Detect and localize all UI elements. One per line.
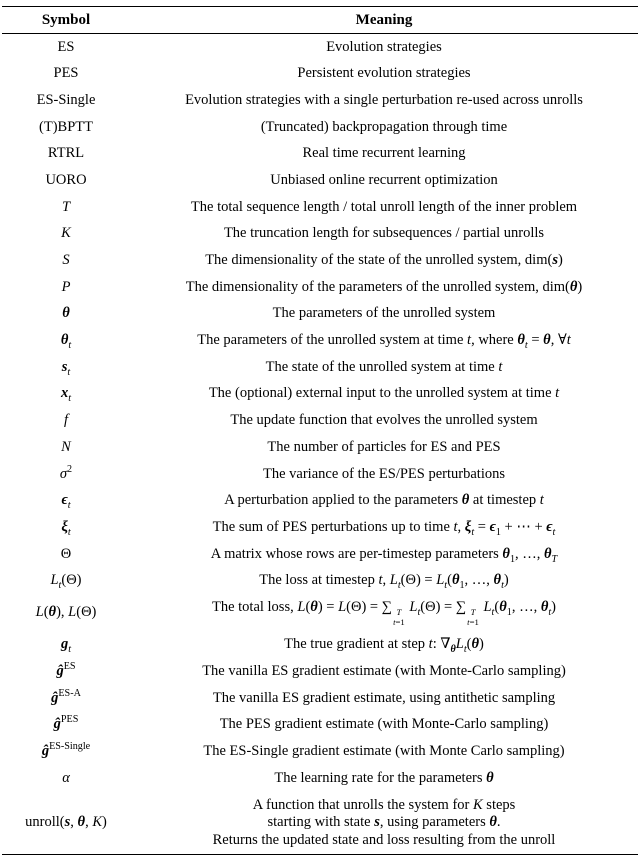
table-row bbox=[2, 114, 638, 141]
meaning-cell: A perturbation applied to the parameters θ at timestep t bbox=[224, 492, 544, 509]
symbol-cell: RTRL bbox=[47, 145, 85, 162]
symbol-cell: $\sigma^2$ bbox=[59, 463, 73, 482]
table-row bbox=[2, 632, 638, 659]
symbol-cell: $\xi_t$ bbox=[61, 518, 71, 538]
meaning-cell: Evolution strategies with a single perturbation re-used across unrolls bbox=[185, 91, 583, 108]
symbol-column-header: Symbol bbox=[2, 7, 130, 34]
meaning-cell: The total sequence length / total unroll length of the inner problem bbox=[190, 198, 578, 215]
table-row bbox=[2, 659, 638, 686]
meaning-cell: The dimensionality of the state of the unrolled system, dim(s) bbox=[205, 252, 563, 268]
table-row bbox=[2, 739, 638, 766]
meaning-cell: The number of particles for ES and PES bbox=[267, 438, 501, 455]
symbol-cell: T bbox=[61, 198, 71, 215]
symbol-cell: $ĝ^{ES-Single}$ bbox=[41, 741, 91, 760]
meaning-cell: The truncation length for subsequences / partial unrolls bbox=[223, 225, 545, 242]
meaning-cell: The dimensionality of the parameters of the unrolled system, dim(θ) bbox=[185, 278, 583, 295]
table-row bbox=[2, 461, 638, 488]
symbol-cell: θ bbox=[62, 305, 70, 322]
table-row bbox=[2, 434, 638, 461]
symbol-cell: K bbox=[61, 225, 71, 242]
table-row bbox=[2, 408, 638, 435]
symbol-cell: unroll(s, θ, K) bbox=[25, 814, 107, 831]
table-header bbox=[2, 7, 638, 34]
symbol-cell: $x_t$ bbox=[60, 385, 72, 405]
meaning-cell: The variance of the ES/PES perturbations bbox=[262, 465, 505, 482]
meaning-cell: The ES-Single gradient estimate (with Monte Carlo sampling) bbox=[203, 743, 565, 760]
table-row bbox=[2, 488, 638, 515]
meaning-cell: The sum of PES perturbations up to time t, $\xi_t = \epsilon_1$ + ⋯ + $\epsilon_t$ bbox=[212, 518, 556, 538]
table-row bbox=[2, 194, 638, 221]
table-row bbox=[2, 541, 638, 568]
table-row bbox=[2, 248, 638, 275]
table-row bbox=[2, 301, 638, 328]
meaning-cell: A function that unrolls the system for K steps starting with state s, using parameters θ. Returns the updated state and loss resulting from the unroll bbox=[212, 796, 556, 848]
meaning-cell: Unbiased online recurrent optimization bbox=[270, 171, 498, 188]
symbol-cell: S bbox=[62, 252, 70, 268]
meaning-cell: The vanilla ES gradient estimate, using antithetic sampling bbox=[212, 689, 556, 706]
table-body bbox=[2, 34, 638, 855]
table-row bbox=[2, 514, 638, 541]
header-row bbox=[2, 7, 638, 34]
symbol-cell: $ĝ^{ES-A}$ bbox=[51, 687, 81, 706]
symbol-cell: PES bbox=[53, 65, 79, 82]
meaning-cell: The parameters of the unrolled system at time t, where $\theta_t = \theta$, ∀t bbox=[197, 332, 571, 351]
table-row bbox=[2, 354, 638, 381]
table-row bbox=[2, 274, 638, 301]
symbol-cell: α bbox=[62, 769, 70, 786]
symbol-cell: $\epsilon_t$ bbox=[61, 492, 71, 512]
symbol-cell: P bbox=[61, 278, 71, 295]
table-row bbox=[2, 685, 638, 712]
meaning-cell: Evolution strategies bbox=[326, 38, 442, 55]
symbol-cell: L(θ), L(Θ) bbox=[35, 604, 97, 621]
meaning-cell: The parameters of the unrolled system bbox=[272, 305, 496, 322]
meaning-cell: The total loss, L(θ) = L(Θ) = ∑ T t=1 $L_t(\Theta)$ = ∑ T t=1 $L_t(\theta_1$, …, $\theta_t$) bbox=[211, 598, 557, 627]
meaning-cell: (Truncated) backpropagation through time bbox=[260, 118, 508, 135]
table-row bbox=[2, 34, 638, 61]
table-row bbox=[2, 568, 638, 595]
table-row bbox=[2, 61, 638, 88]
meaning-cell: The state of the unrolled system at time t bbox=[265, 358, 503, 375]
table-row bbox=[2, 594, 638, 631]
meaning-cell: The loss at timestep t, $L_t(\Theta) = L_t(\theta_1$, …, $\theta_t$) bbox=[259, 572, 509, 592]
symbol-cell: f bbox=[63, 412, 69, 429]
meaning-cell: A matrix whose rows are per-timestep parameters $\theta_1$, …, $\theta_T$ bbox=[210, 545, 558, 565]
meaning-cell: The update function that evolves the unrolled system bbox=[230, 412, 538, 429]
meaning-column-header: Meaning bbox=[130, 7, 638, 34]
meaning-cell: The (optional) external input to the unrolled system at time t bbox=[208, 385, 560, 402]
symbol-cell: UORO bbox=[45, 171, 87, 188]
symbol-cell: $s_t$ bbox=[61, 358, 71, 378]
table-row bbox=[2, 712, 638, 739]
symbol-cell: $g_t$ bbox=[60, 636, 72, 656]
table-row bbox=[2, 381, 638, 408]
table-row bbox=[2, 87, 638, 114]
symbol-cell: Θ bbox=[60, 545, 72, 562]
symbol-cell: N bbox=[61, 438, 71, 455]
table-row bbox=[2, 765, 638, 792]
table-row bbox=[2, 221, 638, 248]
symbol-cell: $\theta_t$ bbox=[60, 332, 72, 351]
meaning-cell: Persistent evolution strategies bbox=[297, 65, 471, 82]
symbol-cell: (T)BPTT bbox=[39, 118, 93, 135]
table-row bbox=[2, 167, 638, 194]
symbol-cell: $L_t(\Theta)$ bbox=[50, 572, 82, 592]
table-row bbox=[2, 328, 638, 355]
notation-table bbox=[2, 6, 638, 855]
meaning-cell: The PES gradient estimate (with Monte-Carlo sampling) bbox=[219, 716, 549, 733]
meaning-cell: Real time recurrent learning bbox=[302, 145, 466, 162]
meaning-cell: The vanilla ES gradient estimate (with Monte-Carlo sampling) bbox=[202, 663, 566, 680]
symbol-cell: $ĝ^{PES}$ bbox=[53, 714, 79, 733]
symbol-cell: ES bbox=[57, 38, 75, 55]
meaning-cell: The learning rate for the parameters θ bbox=[274, 769, 494, 786]
symbol-cell: $ĝ^{ES}$ bbox=[56, 661, 76, 680]
table-row bbox=[2, 141, 638, 168]
meaning-cell: The true gradient at step t: $\nabla_\theta L_t(\theta)$ bbox=[284, 636, 484, 656]
symbol-cell: ES-Single bbox=[36, 91, 96, 108]
table-row bbox=[2, 792, 638, 855]
